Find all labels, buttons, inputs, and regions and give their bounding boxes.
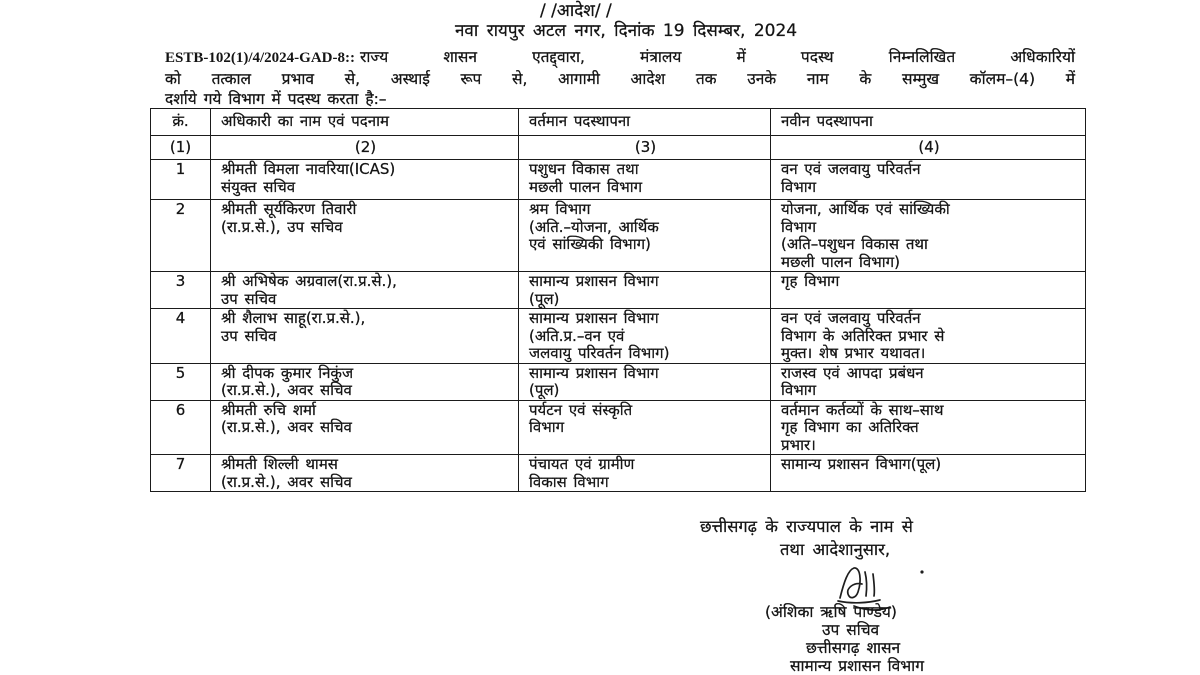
order-number: ESTB-102(1)/4/2024-GAD-8::	[165, 50, 355, 66]
intro-line	[165, 47, 1075, 69]
order-intro-paragraph	[165, 47, 1075, 110]
signature-stroke	[865, 572, 867, 596]
column-number-row	[151, 136, 1086, 160]
serial-number-cell: 6	[151, 400, 211, 455]
new-posting-cell: योजना, आर्थिक एवं सांख्यिकी विभाग (अति–पशुधन विकास तथा मछली पालन विभाग)	[771, 200, 1086, 272]
order-heading: / /आदेश/ /	[540, 1, 612, 21]
current-posting-cell: पंचायत एवं ग्रामीण विकास विभाग	[519, 455, 771, 492]
serial-number-cell: 3	[151, 272, 211, 309]
header-new-posting: नवीन पदस्थापना	[771, 109, 1086, 136]
current-posting-cell: पर्यटन एवं संस्कृति विभाग	[519, 400, 771, 455]
table-row	[151, 400, 1086, 455]
table-row	[151, 363, 1086, 400]
table-row	[151, 160, 1086, 200]
new-posting-cell: गृह विभाग	[771, 272, 1086, 309]
signature-dot	[920, 570, 923, 573]
officer-cell: श्रीमती सूर्यकिरण तिवारी (रा.प्र.से.), उप सचिव	[211, 200, 519, 272]
department-name: सामान्य प्रशासन विभाग	[790, 657, 924, 675]
signature-stroke	[840, 568, 862, 598]
new-posting-cell: वन एवं जलवायु परिवर्तन विभाग के अतिरिक्त प्रभार से मुक्त। शेष प्रभार यथावत।	[771, 309, 1086, 364]
current-posting-cell: सामान्य प्रशासन विभाग (अति.प्र.–वन एवं जलवायु परिवर्तन विभाग)	[519, 309, 771, 364]
intro-line: दर्शाये गये विभाग में पदस्थ करता है:–	[165, 90, 387, 108]
intro-line: को तत्काल प्रभाव से, अस्थाई रूप से, आगामी आदेश तक उनके नाम के सम्मुख कॉलम–(4) में	[165, 69, 1075, 88]
table-row	[151, 272, 1086, 309]
serial-number-cell: 4	[151, 309, 211, 364]
header-serial: क्रं.	[151, 109, 211, 136]
signature-stroke	[873, 574, 874, 596]
serial-number-cell: 2	[151, 200, 211, 272]
new-posting-cell: वर्तमान कर्तव्यों के साथ–साथ गृह विभाग का अतिरिक्त प्रभार।	[771, 400, 1086, 455]
place-date-line: नवा रायपुर अटल नगर, दिनांक 19 दिसम्बर, 2024	[455, 21, 798, 41]
current-posting-cell: श्रम विभाग (अति.–योजना, आर्थिक एवं सांख्यिकी विभाग)	[519, 200, 771, 272]
serial-number-cell: 5	[151, 363, 211, 400]
column-number: (1)	[151, 136, 211, 160]
officer-cell: श्री दीपक कुमार निकुंज (रा.प्र.से.), अवर सचिव	[211, 363, 519, 400]
government-name: छत्तीसगढ़ शासन	[806, 639, 901, 657]
column-number: (4)	[771, 136, 1086, 160]
officer-cell: श्रीमती शिल्ली थामस (रा.प्र.से.), अवर सचिव	[211, 455, 519, 492]
intro-text: राज्य शासन एतद्द्वारा, मंत्रालय में पदस्थ निम्नलिखित अधिकारियों	[360, 48, 1075, 66]
header-current-posting: वर्तमान पदस्थापना	[519, 109, 771, 136]
serial-number-cell: 7	[151, 455, 211, 492]
officer-cell: श्रीमती विमला नावरिया(ICAS) संयुक्त सचिव	[211, 160, 519, 200]
table-row	[151, 309, 1086, 364]
officer-cell: श्री अभिषेक अग्रवाल(रा.प्र.से.), उप सचिव	[211, 272, 519, 309]
signatory-designation: उप सचिव	[822, 621, 880, 639]
current-posting-cell: पशुधन विकास तथा मछली पालन विभाग	[519, 160, 771, 200]
column-number: (3)	[519, 136, 771, 160]
new-posting-cell: सामान्य प्रशासन विभाग(पूल)	[771, 455, 1086, 492]
new-posting-cell: वन एवं जलवायु परिवर्तन विभाग	[771, 160, 1086, 200]
new-posting-cell: राजस्व एवं आपदा प्रबंधन विभाग	[771, 363, 1086, 400]
table-row	[151, 200, 1086, 272]
header-officer: अधिकारी का नाम एवं पदनाम	[211, 109, 519, 136]
authority-line: छत्तीसगढ़ के राज्यपाल के नाम से	[700, 517, 913, 536]
table-header-row	[151, 109, 1086, 136]
posting-table	[150, 108, 1086, 492]
authority-line-2: तथा आदेशानुसार,	[780, 540, 891, 559]
current-posting-cell: सामान्य प्रशासन विभाग (पूल)	[519, 363, 771, 400]
signatory-name: (अंशिका ऋषि पाण्डेय)	[765, 603, 897, 621]
table-row	[151, 455, 1086, 492]
serial-number-cell: 1	[151, 160, 211, 200]
officer-cell: श्री शैलाभ साहू(रा.प्र.से.), उप सचिव	[211, 309, 519, 364]
officer-cell: श्रीमती रुचि शर्मा (रा.प्र.से.), अवर सचिव	[211, 400, 519, 455]
column-number: (2)	[211, 136, 519, 160]
current-posting-cell: सामान्य प्रशासन विभाग (पूल)	[519, 272, 771, 309]
